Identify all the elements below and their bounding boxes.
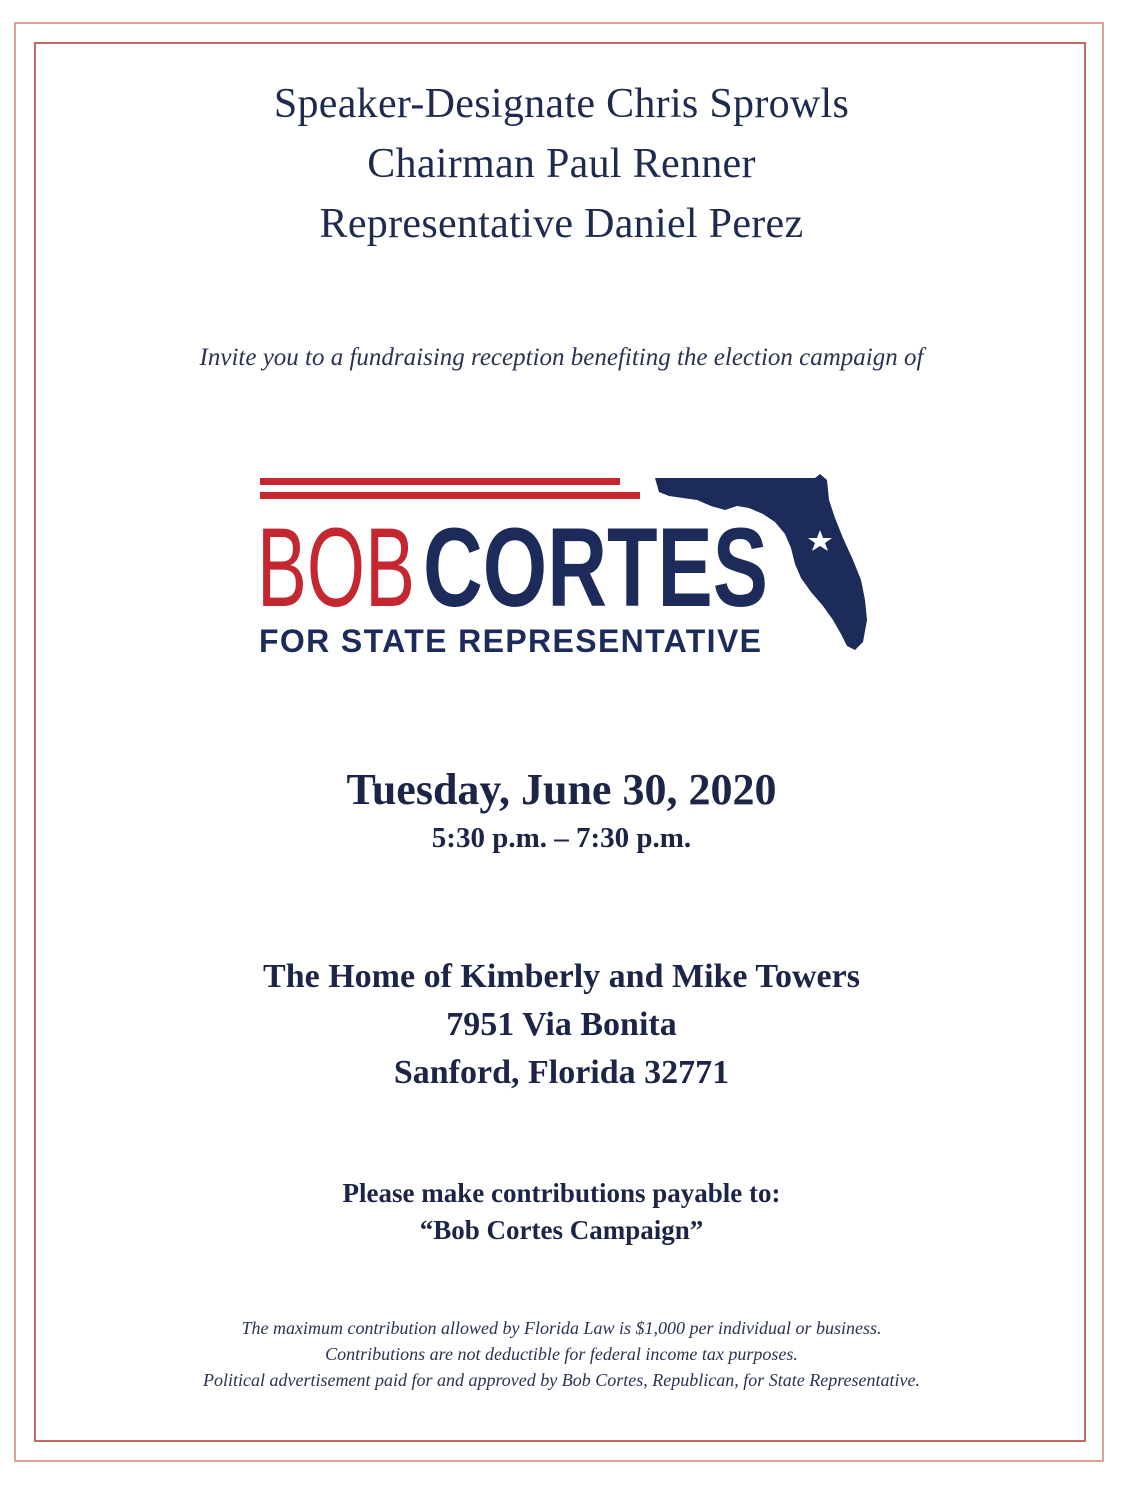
contributions-line-1: Please make contributions payable to: <box>342 1178 781 1208</box>
invite-line: Invite you to a fundraising reception benefiting the election campaign of <box>199 344 924 371</box>
logo-stripe-1 <box>260 478 620 485</box>
event-time: 5:30 p.m. – 7:30 p.m. <box>431 822 692 854</box>
disclaimer-line-2: Contributions are not deductible for federal income tax purposes. <box>325 1344 798 1364</box>
host-line-1: Speaker-Designate Chris Sprowls <box>273 81 850 127</box>
logo-last-name: CORTES <box>423 505 768 630</box>
logo-first-name: BOB <box>257 505 415 630</box>
event-date: Tuesday, June 30, 2020 <box>346 765 777 814</box>
disclaimer-line-3: Political advertisement paid for and approved by Bob Cortes, Republican, for State Representative. <box>202 1370 921 1390</box>
venue-line-3: Sanford, Florida 32771 <box>393 1054 730 1091</box>
venue-line-2: 7951 Via Bonita <box>446 1006 677 1043</box>
host-line-3: Representative Daniel Perez <box>319 201 804 247</box>
campaign-logo <box>255 470 875 660</box>
venue-line-1: The Home of Kimberly and Mike Towers <box>263 958 860 995</box>
contributions-line-2: “Bob Cortes Campaign” <box>419 1215 704 1245</box>
logo-stripe-2 <box>260 492 640 499</box>
host-line-2: Chairman Paul Renner <box>367 141 756 187</box>
logo-tagline: FOR STATE REPRESENTATIVE <box>259 623 761 659</box>
disclaimer-line-1: The maximum contribution allowed by Florida Law is $1,000 per individual or business. <box>241 1318 882 1338</box>
